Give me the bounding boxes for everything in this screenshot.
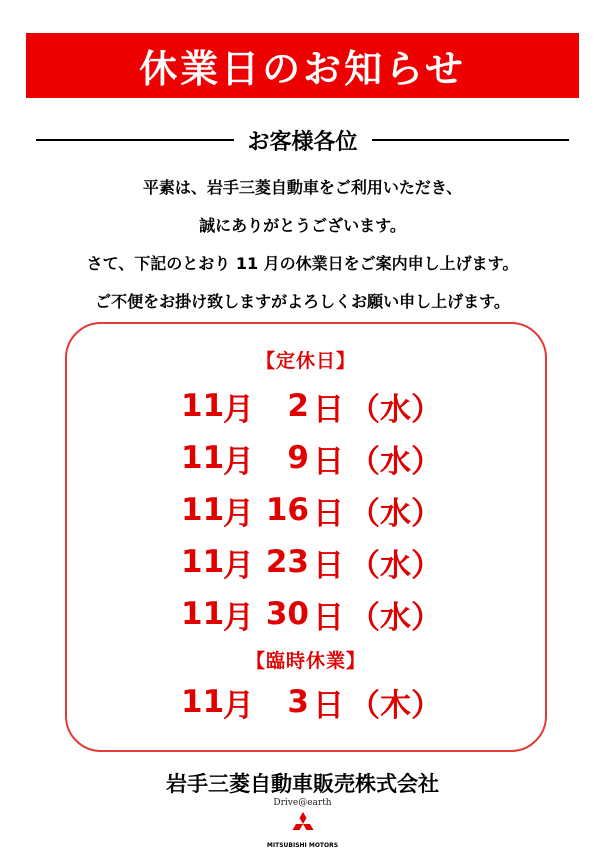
date-month: 11 <box>181 544 225 580</box>
holiday-date <box>181 438 461 478</box>
date-day: 3 <box>287 684 309 720</box>
page-title: 休業日のお知らせ <box>139 47 466 91</box>
date-day: 9 <box>287 440 309 476</box>
holiday-date <box>181 386 461 426</box>
right-divider <box>372 139 570 141</box>
month-label: 月 <box>223 391 254 428</box>
company-name: 岩手三菱自動車販売株式会社 <box>166 772 439 796</box>
greeting-line: さて、下記のとおり 11 月の休業日をご案内申し上げます。 <box>86 254 519 273</box>
date-month: 11 <box>181 388 225 424</box>
day-label: 日 <box>313 547 344 584</box>
month-label: 月 <box>223 443 254 480</box>
date-day: 30 <box>265 596 309 632</box>
day-label: 日 <box>313 599 344 636</box>
date-day: 16 <box>265 492 309 528</box>
date-day: 23 <box>265 544 309 580</box>
addressee-row <box>36 122 569 158</box>
regular-holiday-label: 【定休日】 <box>255 350 356 372</box>
addressee: お客様各位 <box>247 129 358 155</box>
day-label: 日 <box>313 391 344 428</box>
mitsubishi-three-diamonds-icon <box>292 812 314 838</box>
title-banner <box>26 33 579 98</box>
day-label: 日 <box>313 687 344 724</box>
month-label: 月 <box>223 547 254 584</box>
month-label: 月 <box>223 495 254 532</box>
date-month: 11 <box>181 684 225 720</box>
temporary-closure-label: 【臨時休業】 <box>245 650 366 672</box>
date-weekday: （水） <box>349 599 442 636</box>
date-month: 11 <box>181 492 225 528</box>
greeting-text <box>0 173 605 325</box>
holiday-notice-box <box>65 322 547 752</box>
date-month: 11 <box>181 440 225 476</box>
date-weekday: （水） <box>349 495 442 532</box>
date-weekday: （木） <box>349 687 442 724</box>
logo-diamond-left <box>293 824 304 830</box>
date-weekday: （水） <box>349 443 442 480</box>
date-weekday: （水） <box>349 391 442 428</box>
month-label: 月 <box>223 599 254 636</box>
day-label: 日 <box>313 495 344 532</box>
greeting-line: 誠にありがとうございます。 <box>199 216 406 235</box>
day-label: 日 <box>313 443 344 480</box>
month-label: 月 <box>223 687 254 724</box>
date-day: 2 <box>287 388 309 424</box>
holiday-date <box>181 594 461 634</box>
date-weekday: （水） <box>349 547 442 584</box>
left-divider <box>36 139 234 141</box>
date-month: 11 <box>181 596 225 632</box>
closure-date <box>181 682 461 722</box>
logo-wordmark: MITSUBISHI MOTORS <box>266 842 339 849</box>
logo-diamond-right <box>303 824 314 830</box>
brand-tagline: Drive@earth <box>273 798 332 808</box>
greeting-line: 平素は、岩手三菱自動車をご利用いただき、 <box>142 178 463 197</box>
logo-diamond-top <box>300 812 307 824</box>
greeting-line: ご不便をお掛け致しますがよろしくお願い申し上げます。 <box>95 292 510 311</box>
holiday-date <box>181 490 461 530</box>
holiday-date <box>181 542 461 582</box>
